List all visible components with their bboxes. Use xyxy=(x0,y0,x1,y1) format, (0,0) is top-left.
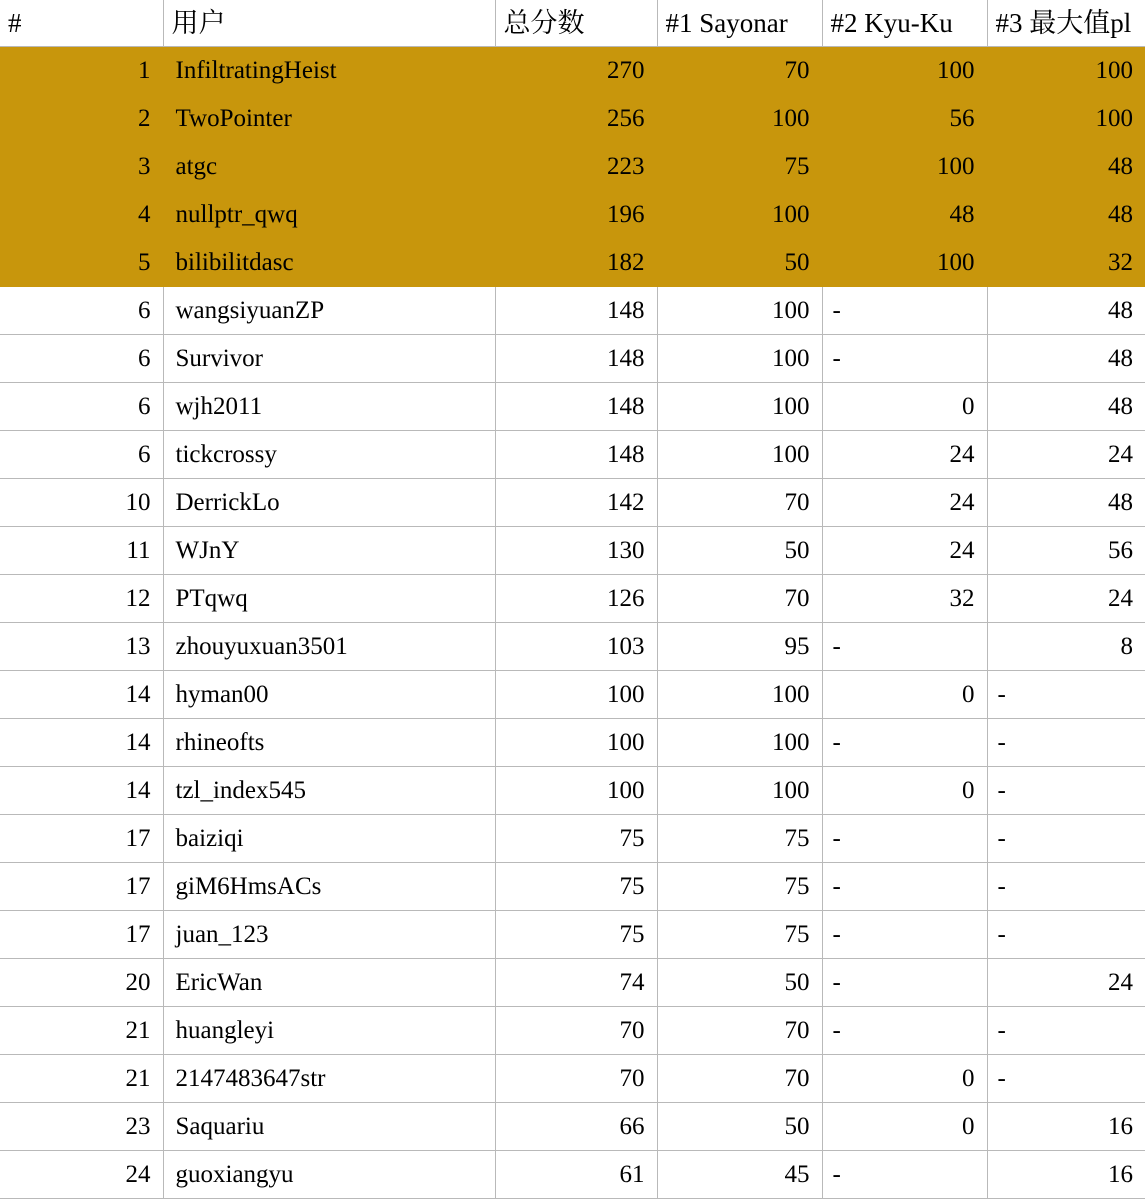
table-row[interactable] xyxy=(0,911,1145,959)
cell-total-score: 148 xyxy=(495,287,657,335)
cell-total-score: 182 xyxy=(495,239,657,287)
cell-problem-1-score: 100 xyxy=(657,95,822,143)
cell-problem-1-score: 70 xyxy=(657,47,822,95)
table-row[interactable] xyxy=(0,143,1145,191)
cell-problem-2-score: 0 xyxy=(822,671,987,719)
cell-problem-3-score: 48 xyxy=(987,383,1145,431)
cell-problem-3-score: - xyxy=(987,863,1145,911)
cell-problem-1-score: 50 xyxy=(657,959,822,1007)
cell-total-score: 100 xyxy=(495,671,657,719)
cell-rank: 6 xyxy=(0,383,163,431)
cell-username: PTqwq xyxy=(163,575,495,623)
table-row[interactable] xyxy=(0,767,1145,815)
cell-problem-2-score: - xyxy=(822,1151,987,1199)
cell-rank: 6 xyxy=(0,431,163,479)
column-header-user[interactable]: 用户 xyxy=(163,0,495,47)
cell-total-score: 256 xyxy=(495,95,657,143)
cell-problem-2-score: 32 xyxy=(822,575,987,623)
cell-problem-1-score: 100 xyxy=(657,719,822,767)
table-row[interactable] xyxy=(0,47,1145,95)
table-row[interactable] xyxy=(0,671,1145,719)
cell-problem-1-score: 70 xyxy=(657,1055,822,1103)
cell-problem-1-score: 70 xyxy=(657,575,822,623)
cell-problem-3-score: - xyxy=(987,719,1145,767)
cell-total-score: 100 xyxy=(495,719,657,767)
cell-problem-3-score: - xyxy=(987,1055,1145,1103)
cell-total-score: 100 xyxy=(495,767,657,815)
cell-total-score: 148 xyxy=(495,431,657,479)
cell-rank: 17 xyxy=(0,863,163,911)
cell-problem-2-score: 24 xyxy=(822,527,987,575)
cell-username: DerrickLo xyxy=(163,479,495,527)
cell-problem-3-score: 16 xyxy=(987,1103,1145,1151)
cell-username: Saquariu xyxy=(163,1103,495,1151)
cell-rank: 6 xyxy=(0,287,163,335)
table-row[interactable] xyxy=(0,239,1145,287)
cell-problem-3-score: 24 xyxy=(987,575,1145,623)
cell-problem-3-score: 16 xyxy=(987,1151,1145,1199)
cell-total-score: 148 xyxy=(495,383,657,431)
cell-problem-1-score: 70 xyxy=(657,479,822,527)
cell-problem-2-score: 56 xyxy=(822,95,987,143)
cell-username: Survivor xyxy=(163,335,495,383)
cell-username: wjh2011 xyxy=(163,383,495,431)
cell-total-score: 75 xyxy=(495,863,657,911)
cell-problem-1-score: 75 xyxy=(657,911,822,959)
table-row[interactable] xyxy=(0,95,1145,143)
cell-problem-2-score: 100 xyxy=(822,143,987,191)
table-row[interactable] xyxy=(0,383,1145,431)
cell-username: EricWan xyxy=(163,959,495,1007)
column-header-total[interactable]: 总分数 xyxy=(495,0,657,47)
cell-username: giM6HmsACs xyxy=(163,863,495,911)
cell-username: wangsiyuanZP xyxy=(163,287,495,335)
cell-problem-2-score: - xyxy=(822,911,987,959)
column-header-rank[interactable]: # xyxy=(0,0,163,47)
cell-problem-2-score: - xyxy=(822,815,987,863)
cell-problem-3-score: 56 xyxy=(987,527,1145,575)
cell-problem-1-score: 50 xyxy=(657,527,822,575)
cell-username: juan_123 xyxy=(163,911,495,959)
cell-problem-2-score: - xyxy=(822,623,987,671)
cell-username: 2147483647str xyxy=(163,1055,495,1103)
cell-problem-3-score: 32 xyxy=(987,239,1145,287)
cell-problem-1-score: 75 xyxy=(657,143,822,191)
cell-rank: 14 xyxy=(0,767,163,815)
table-header xyxy=(0,0,1145,47)
cell-problem-3-score: - xyxy=(987,671,1145,719)
cell-problem-1-score: 100 xyxy=(657,431,822,479)
cell-rank: 4 xyxy=(0,191,163,239)
cell-username: nullptr_qwq xyxy=(163,191,495,239)
cell-problem-3-score: 24 xyxy=(987,959,1145,1007)
cell-rank: 11 xyxy=(0,527,163,575)
column-header-problem-1[interactable]: #1 Sayonar xyxy=(657,0,822,47)
cell-problem-3-score: - xyxy=(987,911,1145,959)
table-row[interactable] xyxy=(0,1007,1145,1055)
cell-problem-3-score: - xyxy=(987,1007,1145,1055)
cell-problem-1-score: 50 xyxy=(657,1103,822,1151)
cell-problem-1-score: 75 xyxy=(657,815,822,863)
cell-rank: 17 xyxy=(0,815,163,863)
cell-problem-2-score: 48 xyxy=(822,191,987,239)
column-header-problem-3[interactable]: #3 最大值pl xyxy=(987,0,1145,47)
table-row[interactable] xyxy=(0,527,1145,575)
cell-problem-2-score: - xyxy=(822,1007,987,1055)
cell-problem-2-score: 0 xyxy=(822,383,987,431)
cell-rank: 20 xyxy=(0,959,163,1007)
cell-rank: 2 xyxy=(0,95,163,143)
cell-total-score: 270 xyxy=(495,47,657,95)
cell-problem-3-score: 100 xyxy=(987,95,1145,143)
cell-rank: 6 xyxy=(0,335,163,383)
cell-username: atgc xyxy=(163,143,495,191)
cell-rank: 21 xyxy=(0,1007,163,1055)
cell-rank: 3 xyxy=(0,143,163,191)
cell-problem-1-score: 100 xyxy=(657,191,822,239)
table-row[interactable] xyxy=(0,815,1145,863)
cell-problem-2-score: - xyxy=(822,719,987,767)
cell-username: guoxiangyu xyxy=(163,1151,495,1199)
table-row[interactable] xyxy=(0,479,1145,527)
cell-problem-2-score: 0 xyxy=(822,1103,987,1151)
cell-total-score: 103 xyxy=(495,623,657,671)
cell-total-score: 74 xyxy=(495,959,657,1007)
cell-username: TwoPointer xyxy=(163,95,495,143)
cell-problem-2-score: 24 xyxy=(822,431,987,479)
cell-username: hyman00 xyxy=(163,671,495,719)
cell-username: zhouyuxuan3501 xyxy=(163,623,495,671)
cell-problem-2-score: - xyxy=(822,287,987,335)
cell-problem-2-score: 24 xyxy=(822,479,987,527)
table-row[interactable] xyxy=(0,191,1145,239)
cell-username: tickcrossy xyxy=(163,431,495,479)
cell-username: rhineofts xyxy=(163,719,495,767)
cell-problem-3-score: - xyxy=(987,767,1145,815)
cell-problem-1-score: 75 xyxy=(657,863,822,911)
table-row[interactable] xyxy=(0,1103,1145,1151)
cell-problem-3-score: 8 xyxy=(987,623,1145,671)
cell-total-score: 75 xyxy=(495,815,657,863)
cell-problem-2-score: 0 xyxy=(822,1055,987,1103)
cell-problem-2-score: - xyxy=(822,959,987,1007)
cell-problem-1-score: 100 xyxy=(657,335,822,383)
cell-username: bilibilitdasc xyxy=(163,239,495,287)
cell-rank: 5 xyxy=(0,239,163,287)
table-row[interactable] xyxy=(0,1151,1145,1199)
cell-rank: 17 xyxy=(0,911,163,959)
cell-rank: 12 xyxy=(0,575,163,623)
cell-problem-1-score: 70 xyxy=(657,1007,822,1055)
table-row[interactable] xyxy=(0,623,1145,671)
cell-problem-2-score: 100 xyxy=(822,47,987,95)
table-row[interactable] xyxy=(0,287,1145,335)
cell-total-score: 70 xyxy=(495,1007,657,1055)
cell-total-score: 126 xyxy=(495,575,657,623)
cell-problem-1-score: 100 xyxy=(657,671,822,719)
cell-problem-3-score: 48 xyxy=(987,287,1145,335)
cell-problem-2-score: - xyxy=(822,335,987,383)
table-row[interactable] xyxy=(0,431,1145,479)
table-row[interactable] xyxy=(0,1055,1145,1103)
cell-problem-2-score: 100 xyxy=(822,239,987,287)
cell-rank: 13 xyxy=(0,623,163,671)
cell-total-score: 130 xyxy=(495,527,657,575)
table-body xyxy=(0,47,1145,1199)
column-header-problem-2[interactable]: #2 Kyu-Ku xyxy=(822,0,987,47)
cell-problem-1-score: 100 xyxy=(657,287,822,335)
cell-rank: 1 xyxy=(0,47,163,95)
cell-problem-1-score: 45 xyxy=(657,1151,822,1199)
cell-total-score: 142 xyxy=(495,479,657,527)
cell-rank: 21 xyxy=(0,1055,163,1103)
cell-problem-3-score: 48 xyxy=(987,335,1145,383)
cell-total-score: 223 xyxy=(495,143,657,191)
cell-total-score: 61 xyxy=(495,1151,657,1199)
cell-problem-1-score: 100 xyxy=(657,383,822,431)
cell-problem-2-score: - xyxy=(822,863,987,911)
header-row xyxy=(0,0,1145,47)
cell-problem-3-score: - xyxy=(987,815,1145,863)
cell-problem-1-score: 50 xyxy=(657,239,822,287)
cell-problem-1-score: 95 xyxy=(657,623,822,671)
cell-username: tzl_index545 xyxy=(163,767,495,815)
table-row[interactable] xyxy=(0,959,1145,1007)
cell-total-score: 66 xyxy=(495,1103,657,1151)
cell-problem-3-score: 48 xyxy=(987,191,1145,239)
cell-total-score: 196 xyxy=(495,191,657,239)
cell-problem-1-score: 100 xyxy=(657,767,822,815)
cell-rank: 14 xyxy=(0,719,163,767)
cell-rank: 10 xyxy=(0,479,163,527)
cell-problem-3-score: 24 xyxy=(987,431,1145,479)
table-row[interactable] xyxy=(0,335,1145,383)
cell-total-score: 70 xyxy=(495,1055,657,1103)
table-row[interactable] xyxy=(0,863,1145,911)
cell-rank: 24 xyxy=(0,1151,163,1199)
cell-problem-3-score: 100 xyxy=(987,47,1145,95)
cell-username: InfiltratingHeist xyxy=(163,47,495,95)
cell-problem-3-score: 48 xyxy=(987,143,1145,191)
cell-problem-3-score: 48 xyxy=(987,479,1145,527)
cell-username: WJnY xyxy=(163,527,495,575)
cell-total-score: 75 xyxy=(495,911,657,959)
table-row[interactable] xyxy=(0,719,1145,767)
table-row[interactable] xyxy=(0,575,1145,623)
cell-rank: 23 xyxy=(0,1103,163,1151)
cell-problem-2-score: 0 xyxy=(822,767,987,815)
cell-username: huangleyi xyxy=(163,1007,495,1055)
cell-rank: 14 xyxy=(0,671,163,719)
cell-username: baiziqi xyxy=(163,815,495,863)
cell-total-score: 148 xyxy=(495,335,657,383)
